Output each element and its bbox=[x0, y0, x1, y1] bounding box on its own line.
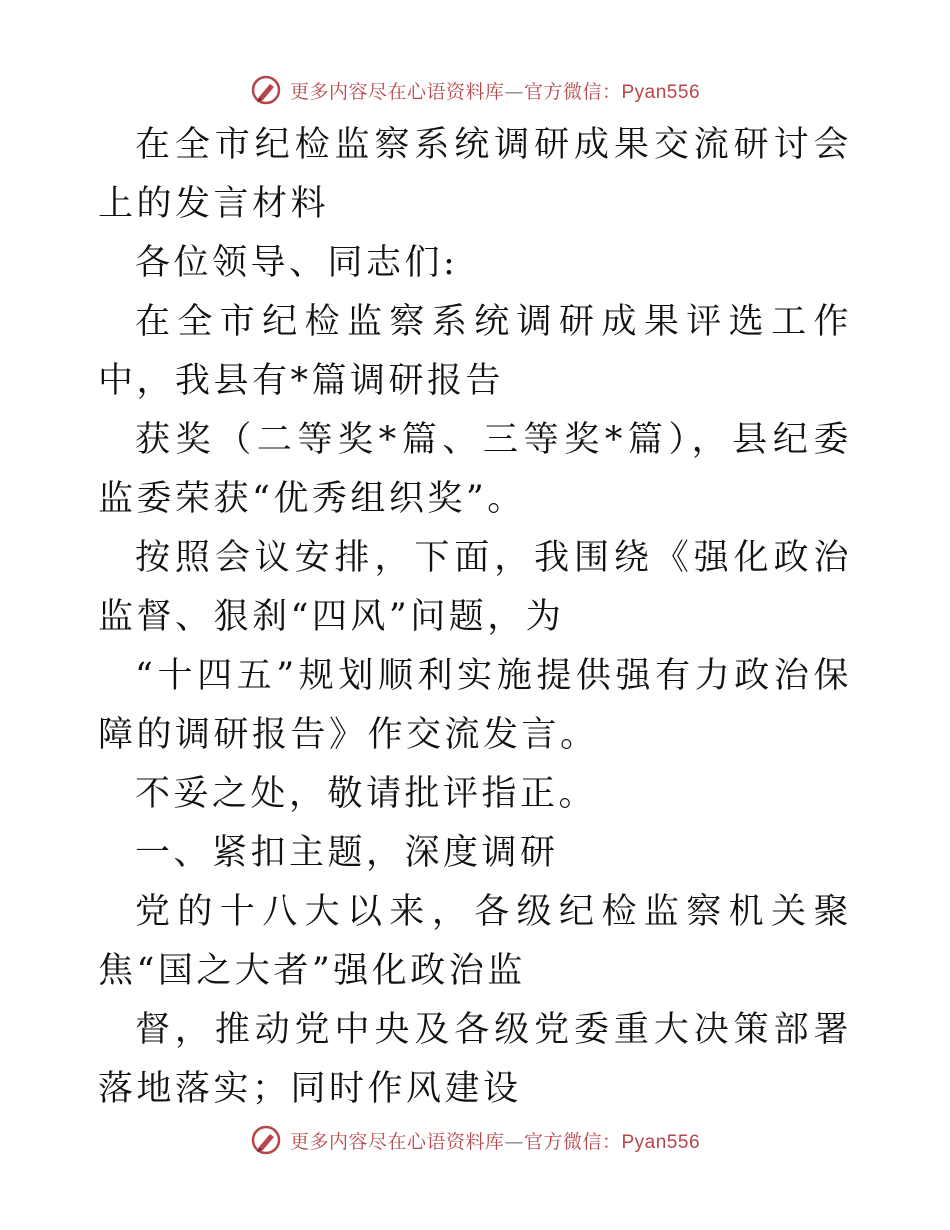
section-heading: 一、紧扣主题，深度调研 bbox=[135, 833, 559, 873]
paragraph: 按照会议安排，下面，我围绕《强化政治监督、狠刹“四风”问题，为 bbox=[98, 538, 852, 637]
paragraph-salutation: 各位领导、同志们: bbox=[135, 243, 459, 283]
pen-logo-icon bbox=[250, 74, 282, 106]
watermark-footer bbox=[0, 1122, 950, 1158]
watermark-header bbox=[0, 72, 950, 108]
watermark-main: 更多内容尽在心语资料库 bbox=[289, 80, 505, 103]
paragraph: 在全市纪检监察系统调研成果评选工作中，我县有*篇调研报告 bbox=[98, 302, 852, 401]
watermark-main: 更多内容尽在心语资料库 bbox=[289, 1130, 505, 1153]
watermark-official: 官方微信： bbox=[523, 1130, 622, 1153]
watermark-official: 官方微信： bbox=[523, 80, 622, 103]
watermark-separator: — bbox=[504, 1130, 524, 1153]
paragraph: 获奖（二等奖*篇、三等奖*篇），县纪委监委荣获“优秀组织奖”。 bbox=[98, 420, 852, 519]
paragraph: 不妥之处，敬请批评指正。 bbox=[135, 774, 598, 814]
watermark-id: Pyan556 bbox=[621, 81, 701, 103]
paragraph-title: 在全市纪检监察系统调研成果交流研讨会上的发言材料 bbox=[98, 125, 852, 224]
watermark-id: Pyan556 bbox=[621, 1131, 701, 1153]
document-body bbox=[98, 116, 852, 1119]
paragraph: 督，推动党中央及各级党委重大决策部署落地落实；同时作风建设 bbox=[98, 1010, 852, 1109]
pen-logo-icon bbox=[250, 1124, 282, 1156]
watermark-separator: — bbox=[504, 80, 524, 103]
watermark-text bbox=[290, 1127, 700, 1154]
paragraph: “十四五”规划顺利实施提供强有力政治保障的调研报告》作交流发言。 bbox=[98, 656, 852, 755]
watermark-text bbox=[290, 77, 700, 104]
paragraph: 党的十八大以来，各级纪检监察机关聚焦“国之大者”强化政治监 bbox=[98, 892, 852, 991]
